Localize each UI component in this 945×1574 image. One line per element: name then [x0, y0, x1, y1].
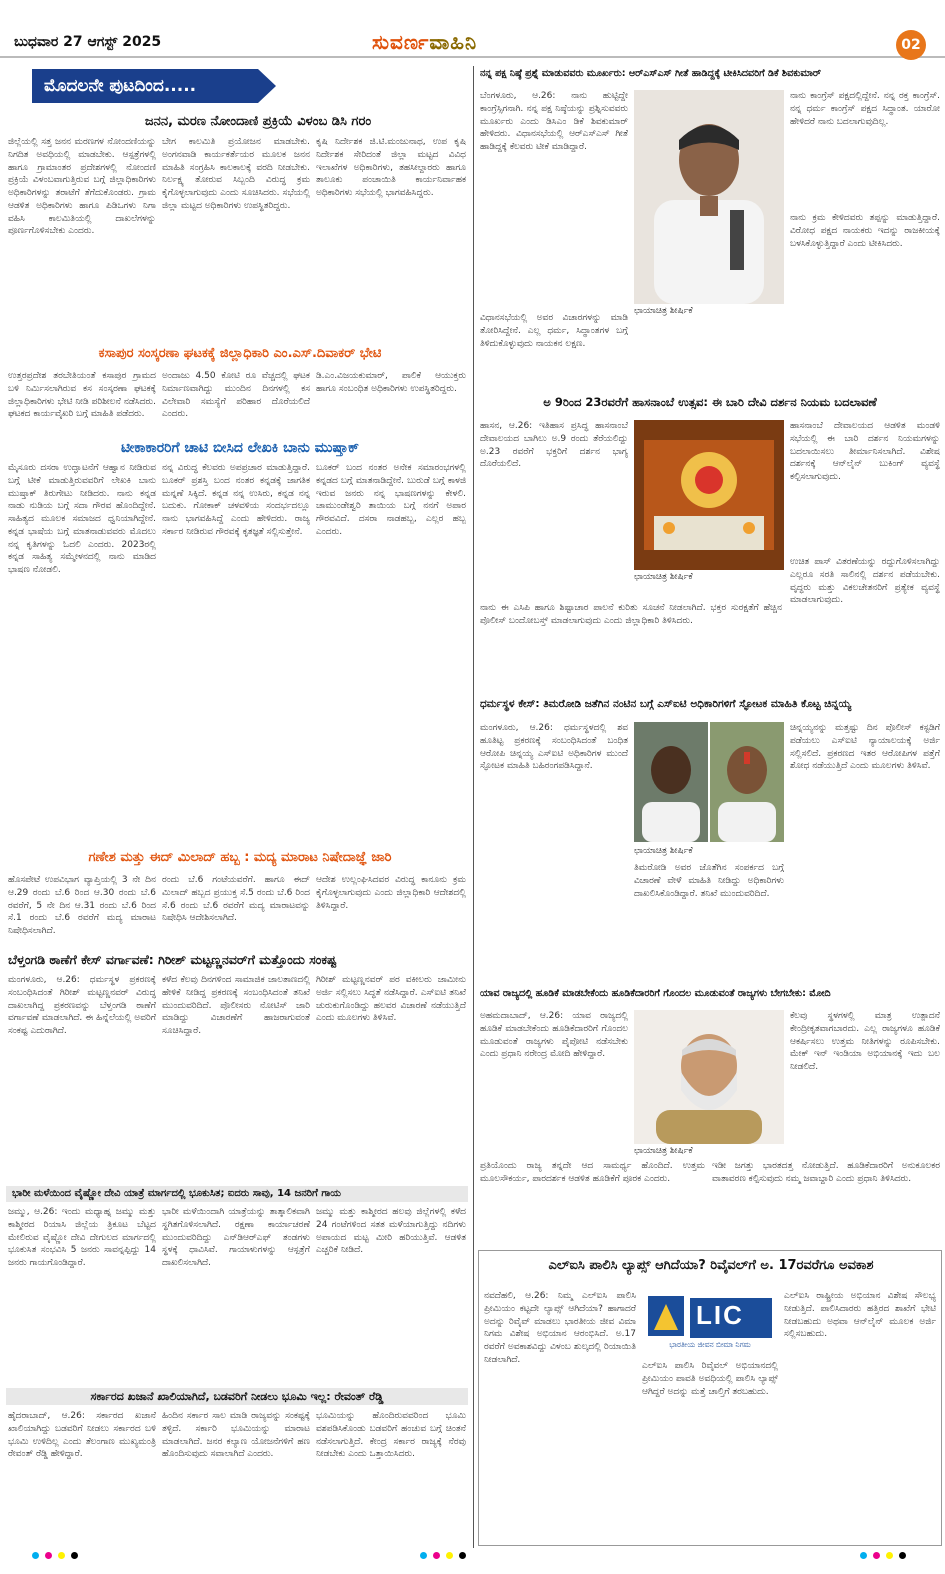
article-text: ಉಚಿತ ಪಾಸ್ ವಿತರಣೆಯನ್ನು ರದ್ದುಗೊಳಿಸಲಾಗಿದ್ದು ಎಲ್ಲರೂ ಸರತಿ ಸಾಲಿನಲ್ಲಿ ದರ್ಶನ ಪಡೆಯಬೇಕು. ವೃದ್ಧರು ಮತ್ತು ವಿಕಲಚೇತನರಿಗೆ ಪ್ರತ್ಯೇಕ ವ್ಯವಸ್ಥೆ ಮಾಡಲಾಗುವುದು. [790, 557, 940, 606]
article-text: ಬೇಗ ಕಾಲಮಿತಿ ಪ್ರಯೋಜನ ಮಾಡಬೇಕು. ಅಂಗನವಾಡಿ ಕಾರ್ಯಕರ್ತೆಯರ ಮೂಲಕ ಜನನ ಮಾಹಿತಿ ಸಂಗ್ರಹಿಸಿ ಕಾಲಕಾಲಕ್ಕೆ ವರದಿ ನೀಡಬೇಕು. ನಿರ್ಲಕ್ಷ್ಯ ತೋರುವ ಸಿಬ್ಬಂದಿ ವಿರುದ್ಧ ಕ್ರಮ ಕೈಗೊಳ್ಳಲಾಗುವುದು ಎಂದು ಸೂಚಿಸಿದರು. ಸಭೆಯಲ್ಲಿ ಜಿಲ್ಲಾ ಮಟ್ಟದ ಅಧಿಕಾರಿಗಳು ಉಪಸ್ಥಿತರಿದ್ದರು. [162, 137, 310, 211]
logo-part-2: ವಾಹಿನಿ [429, 30, 478, 54]
article-text: ರಂದು ಬೆ.6 ಗಂಟೆಯವರೆಗೆ. ಹಾಗೂ ಈದ್ ಮಿಲಾದ್ ಹಬ್ಬದ ಪ್ರಯುಕ್ತ ಸೆ.5 ರಂದು ಬೆ.6 ರಿಂದ ಸೆ.6 ರಂದು ಬೆ.6 ರವರೆಗೆ ಮದ್ಯ ಮಾರಾಟವನ್ನು ನಿಷೇಧಿಸಿ ಆದೇಶಿಸಲಾಗಿದೆ. [162, 875, 310, 924]
photo-caption: ಛಾಯಾಚಿತ್ರ ಶೀರ್ಷಿಕೆ [634, 572, 693, 582]
article-text: ನವದೆಹಲಿ, ಆ.26: ನಿಮ್ಮ ಎಲ್‌ಐಸಿ ಪಾಲಿಸಿ ಪ್ರೀಮಿಯಂ ಕಟ್ಟದೇ ಲ್ಯಾಪ್ಸ್ ಆಗಿದೆಯಾ? ಹಾಗಾದರೆ ಅದನ್ನು ರಿವೈವ್ ಮಾಡಲು ಭಾರತೀಯ ಜೀವ ವಿಮಾ ನಿಗಮ ವಿಶೇಷ ಅಭಿಯಾನ ಆರಂಭಿಸಿದೆ. ಅ.17 ರವರೆಗೆ ಅವಕಾಶವಿದ್ದು ವಿಳಂಬ ಶುಲ್ಕದಲ್ಲಿ ರಿಯಾಯಿತಿ ನೀಡಲಾಗಿದೆ. [484, 1291, 636, 1365]
article-text: ವಿಧಾನಸಭೆಯಲ್ಲಿ ಅವರ ವಿಚಾರಗಳನ್ನು ಮಾಡಿ ತೋರಿಸಿದ್ದೇನೆ. ಎಲ್ಲ ಧರ್ಮ, ಸಿದ್ಧಾಂತಗಳ ಬಗ್ಗೆ ತಿಳಿದುಕೊಳ್ಳುವುದು ನಾಯಕನ ಲಕ್ಷಣ. [480, 313, 628, 349]
headline-revanth-reddy: ಸರ್ಕಾರದ ಖಜಾನೆ ಖಾಲಿಯಾಗಿದೆ, ಬಡವರಿಗೆ ನೀಡಲು ಭೂಮಿ ಇಲ್ಲ: ರೇವಂತ್ ರೆಡ್ಡಿ [6, 1388, 468, 1405]
magenta-dot [45, 1552, 52, 1559]
yellow-dot [886, 1552, 893, 1559]
article-text: ತಿಮರೋಡಿ ಅವರ ಜೊತೆಗಿನ ಸಂಪರ್ಕದ ಬಗ್ಗೆ ವಿಚಾರಣೆ ವೇಳೆ ಮಾಹಿತಿ ನೀಡಿದ್ದು ಅಧಿಕಾರಿಗಳು ದಾಖಲಿಸಿಕೊಂಡಿದ್ದಾರೆ. ತನಿಖೆ ಮುಂದುವರಿದಿದೆ. [634, 863, 784, 899]
yellow-dot [446, 1552, 453, 1559]
accused-photo-2 [710, 722, 784, 842]
headline-birth-death-registration: ಜನನ, ಮರಣ ನೋಂದಾಣಿ ಪ್ರಕ್ರಿಯೆ ವಿಳಂಬ ಡಿಸಿ ಗರಂ [144, 114, 372, 129]
article-text: ಗಿರೀಶ್ ಮಟ್ಟಣ್ಣನವರ್ ಪರ ವಕೀಲರು ಜಾಮೀನು ಅರ್ಜಿ ಸಲ್ಲಿಸಲು ಸಿದ್ಧತೆ ನಡೆಸಿದ್ದಾರೆ. ಎಸ್‌ಐಟಿ ತನಿಖೆ ಚುರುಕುಗೊಂಡಿದ್ದು ಹಲವರ ವಿಚಾರಣೆ ನಡೆಯುತ್ತಿದೆ ಎಂದು ಮೂಲಗಳು ತಿಳಿಸಿವೆ. [316, 975, 466, 1024]
masthead [0, 0, 945, 58]
article-text: ಮೈಸೂರು ದಸರಾ ಉದ್ಘಾಟನೆಗೆ ಆಹ್ವಾನ ನೀಡಿರುವ ಬಗ್ಗೆ ಟೀಕೆ ಮಾಡುತ್ತಿರುವವರಿಗೆ ಲೇಖಕಿ ಬಾನು ಮುಷ್ತಾಕ್ ತಿರುಗೇಟು ನೀಡಿದರು. ನಾನು ಕನ್ನಡ ನಾಡು ನುಡಿಯ ಬಗ್ಗೆ ಸದಾ ಗೌರವ ಹೊಂದಿದ್ದೇನೆ. ಸಾಹಿತ್ಯದ ಮೂಲಕ ಸಮಾಜದ ಧ್ವನಿಯಾಗಿದ್ದೇನೆ. ಕನ್ನಡ ಭಾಷೆಯ ಬಗ್ಗೆ ಮಾತನಾಡುವವರು ಮೊದಲು ನನ್ನ ಕೃತಿಗಳನ್ನು ಓದಲಿ ಎಂದರು. 2023ರಲ್ಲಿ ಕನ್ನಡ ಸಾಹಿತ್ಯ ಸಮ್ಮೇಳನದಲ್ಲಿ ನಾನು ಮಾಡಿದ ಭಾಷಣ ನೋಡಲಿ. [8, 463, 156, 576]
article-text: ಎಲ್‌ಐಸಿ ಪಾಲಿಸಿ ರಿವೈವಲ್ ಅಭಿಯಾನದಲ್ಲಿ ಪ್ರೀಮಿಯಂ ಪಾವತಿ ಅವಧಿಯಲ್ಲಿ ಪಾಲಿಸಿ ಲ್ಯಾಪ್ಸ್ ಆಗಿದ್ದರೆ ಅದನ್ನು ಮತ್ತೆ ಚಾಲ್ತಿಗೆ ತರಬಹುದು. [642, 1361, 778, 1397]
headline-modi-investment: ಯಾವ ರಾಜ್ಯದಲ್ಲಿ ಹೂಡಿಕೆ ಮಾಡಬೇಕೆಂದು ಹೂಡಿಕೆದಾರರಿಗೆ ಗೊಂದಲ ಮೂಡುವಂತೆ ರಾಜ್ಯಗಳು ಬೇಗಬೇಕು: ಮೋದಿ [480, 988, 831, 999]
article-text: ಡಿ.ಎಂ.ವಿಜಯಕುಮಾರ್, ಪಾಲಿಕೆ ಆಯುಕ್ತರು ಹಾಗೂ ಸಂಬಂಧಿತ ಅಧಿಕಾರಿಗಳು ಉಪಸ್ಥಿತರಿದ್ದರು. [316, 371, 466, 394]
newspaper-logo [372, 30, 477, 54]
article-text: ಹಾಸನ, ಆ.26: ಇತಿಹಾಸ ಪ್ರಸಿದ್ಧ ಹಾಸನಾಂಬೆ ದೇವಾಲಯದ ಬಾಗಿಲು ಅ.9 ರಂದು ತೆರೆಯಲಿದ್ದು ಅ.23 ರವರೆಗೆ ಭಕ್ತರಿಗೆ ದರ್ಶನ ಭಾಗ್ಯ ದೊರೆಯಲಿದೆ. [480, 421, 628, 470]
article-text: ಜಿಲ್ಲೆಯಲ್ಲಿ ಸತ್ತ ಜನನ ಮರಣಗಳ ನೋಂದಣಿಯನ್ನು ನಿಗದಿತ ಅವಧಿಯಲ್ಲಿ ಮಾಡಬೇಕು. ಆಸ್ಪತ್ರೆಗಳಲ್ಲಿ ಹಾಗೂ ಗ್ರಾಮಾಂತರ ಪ್ರದೇಶಗಳಲ್ಲಿ ನೋಂದಣಿ ಪ್ರಕ್ರಿಯೆ ವಿಳಂಬವಾಗುತ್ತಿರುವ ಬಗ್ಗೆ ಜಿಲ್ಲಾಧಿಕಾರಿಗಳು ಅಧಿಕಾರಿಗಳನ್ನು ತರಾಟೆಗೆ ತೆಗೆದುಕೊಂಡರು. ಗ್ರಾಮ ಆಡಳಿತ ಅಧಿಕಾರಿಗಳು ಹಾಗೂ ಪಿಡಿಒಗಳು ನಿಗಾ ವಹಿಸಿ ಕಾಲಮಿತಿಯಲ್ಲಿ ದಾಖಲೆಗಳನ್ನು ಪೂರ್ಣಗೊಳಿಸಬೇಕು ಎಂದರು. [8, 137, 156, 237]
print-registration-dots-left [32, 1552, 78, 1560]
article-text: ಕೆಲವು ಸ್ಥಳಗಳಲ್ಲಿ ಮಾತ್ರ ಉತ್ಪಾದನೆ ಕೇಂದ್ರೀಕೃತವಾಗಬಾರದು. ಎಲ್ಲ ರಾಜ್ಯಗಳೂ ಹೂಡಿಕೆ ಆಕರ್ಷಿಸಲು ಉತ್ತಮ ನೀತಿಗಳನ್ನು ರೂಪಿಸಬೇಕು. ಮೇಕ್ ಇನ್ ಇಂಡಿಯಾ ಅಭಿಯಾನಕ್ಕೆ ಇದು ಬಲ ನೀಡಲಿದೆ. [790, 1011, 940, 1073]
article-text: ಬೆಂಗಳೂರು, ಆ.26: ನಾನು ಹುಟ್ಟಿದ್ದೇ ಕಾಂಗ್ರೆಸ್ಸಿಗನಾಗಿ. ನನ್ನ ಪಕ್ಷ ನಿಷ್ಠೆಯನ್ನು ಪ್ರಶ್ನಿಸುವವರು ಮೂರ್ಖರು ಎಂದು ಡಿಸಿಎಂ ಡಿಕೆ ಶಿವಕುಮಾರ್ ಹೇಳಿದರು. ವಿಧಾನಸಭೆಯಲ್ಲಿ ಆರ್‌ಎಸ್‌ಎಸ್ ಗೀತೆ ಹಾಡಿದ್ದಕ್ಕೆ ಕೆಲವರು ಟೀಕೆ ಮಾಡಿದ್ದಾರೆ. [480, 91, 628, 153]
article-text: ಹಿಂದಿನ ಸರ್ಕಾರ ಸಾಲ ಮಾಡಿ ರಾಜ್ಯವನ್ನು ಸಂಕಷ್ಟಕ್ಕೆ ತಳ್ಳಿದೆ. ಸರ್ಕಾರಿ ಭೂಮಿಯನ್ನು ಮಾರಾಟ ಮಾಡಲಾಗಿದೆ. ಜನರ ಕಲ್ಯಾಣ ಯೋಜನೆಗಳಿಗೆ ಹಣ ಹೊಂದಿಸುವುದು ಸವಾಲಾಗಿದೆ ಎಂದರು. [162, 1411, 310, 1460]
article-text: ನಾನು ಈ ಎಸಿಪಿ ಹಾಗೂ ಶಿಷ್ಟಾಚಾರ ಪಾಲನೆ ಕುರಿತು ಸೂಚನೆ ನೀಡಲಾಗಿದೆ. ಭಕ್ತರ ಸುರಕ್ಷತೆಗೆ ಹೆಚ್ಚಿನ ಪೊಲೀಸ್ ಬಂದೋಬಸ್ತ್ ಮಾಡಲಾಗುವುದು ಎಂದು ಜಿಲ್ಲಾಧಿಕಾರಿ ತಿಳಿಸಿದರು. [480, 603, 782, 626]
article-text: ಮಂಗಳೂರು, ಆ.26: ಧರ್ಮಸ್ಥಳ ಪ್ರಕರಣಕ್ಕೆ ಸಂಬಂಧಿಸಿದಂತೆ ಗಿರೀಶ್ ಮಟ್ಟಣ್ಣನವರ್ ವಿರುದ್ಧ ದಾಖಲಾಗಿದ್ದ ಪ್ರಕರಣವನ್ನು ಬೆಳ್ತಂಗಡಿ ಠಾಣೆಗೆ ವರ್ಗಾವಣೆ ಮಾಡಲಾಗಿದೆ. ಈ ಹಿನ್ನೆಲೆಯಲ್ಲಿ ಅವರಿಗೆ ಸಂಕಷ್ಟ ಎದುರಾಗಿದೆ. [8, 975, 156, 1037]
print-registration-dots-center [420, 1552, 466, 1560]
article-text: ಹೊಸಪೇಟೆ ಉಪವಿಭಾಗ ವ್ಯಾಪ್ತಿಯಲ್ಲಿ 3 ನೇ ದಿನ ಆ.29 ರಂದು ಬೆ.6 ರಿಂದ ಆ.30 ರಂದು ಬೆ.6 ರವರೆಗೆ, 5 ನೇ ದಿನ ಆ.31 ರಂದು ಬೆ.6 ರಿಂದ ಸೆ.1 ರಂದು ಬೆ.6 ರವರೆಗೆ ಮದ್ಯ ಮಾರಾಟ ನಿಷೇಧಿಸಲಾಗಿದೆ. [8, 875, 156, 937]
black-dot [71, 1552, 78, 1559]
headline-kasapura-visit: ಕಸಾಪುರ ಸಂಸ್ಕರಣಾ ಘಟಕಕ್ಕೆ ಜಿಲ್ಲಾಧಿಕಾರಿ ಎಂ.ಎಸ್.ದಿವಾಕರ್ ಭೇಟಿ [98, 346, 382, 361]
article-text: ಅಂದಾಜು 4.50 ಕೋಟಿ ರೂ ವೆಚ್ಚದಲ್ಲಿ ಘಟಕ ನಿರ್ಮಾಣವಾಗಿದ್ದು ಮುಂದಿನ ದಿನಗಳಲ್ಲಿ ಕಸ ವಿಲೇವಾರಿ ಸಮಸ್ಯೆಗೆ ಪರಿಹಾರ ದೊರೆಯಲಿದೆ ಎಂದರು. [162, 371, 310, 420]
article-text: ಭೂಮಿಯನ್ನು ಹೊಂದಿರುವವರಿಂದ ಭೂಮಿ ವಶಪಡಿಸಿಕೊಂಡು ಬಡವರಿಗೆ ಹಂಚುವ ಬಗ್ಗೆ ಚಿಂತನೆ ನಡೆಸಲಾಗುತ್ತಿದೆ. ಕೇಂದ್ರ ಸರ್ಕಾರ ರಾಜ್ಯಕ್ಕೆ ನೆರವು ನೀಡಬೇಕು ಎಂದು ಒತ್ತಾಯಿಸಿದರು. [316, 1411, 466, 1460]
cyan-dot [860, 1552, 867, 1559]
headline-belthangady-case: ಬೆಳ್ತಂಗಡಿ ಠಾಣೆಗೆ ಕೇಸ್ ವರ್ಗಾವಣೆ: ಗಿರೀಶ್ ಮಟ್ಟಣ್ಣನವರ್‌ಗೆ ಮತ್ತೊಂದು ಸಂಕಷ್ಟ [8, 952, 337, 967]
modi-photo [634, 1010, 784, 1144]
dk-shivakumar-photo [634, 90, 784, 304]
section-banner: ಮೊದಲನೇ ಪುಟದಿಂದ..... [32, 69, 258, 103]
column-divider [473, 66, 474, 1548]
lic-logo-text: LIC [696, 1300, 744, 1330]
article-text: ಕಳೆದ ಕೆಲವು ದಿನಗಳಿಂದ ಸಾಮಾಜಿಕ ಜಾಲತಾಣದಲ್ಲಿ ಹೇಳಿಕೆ ನೀಡಿದ್ದ ಪ್ರಕರಣಕ್ಕೆ ಸಂಬಂಧಿಸಿದಂತೆ ತನಿಖೆ ಮುಂದುವರಿದಿದೆ. ಪೊಲೀಸರು ನೋಟಿಸ್ ಜಾರಿ ಮಾಡಿದ್ದು ವಿಚಾರಣೆಗೆ ಹಾಜರಾಗುವಂತೆ ಸೂಚಿಸಿದ್ದಾರೆ. [162, 975, 310, 1037]
magenta-dot [433, 1552, 440, 1559]
photo-caption: ಛಾಯಾಚಿತ್ರ ಶೀರ್ಷಿಕೆ [634, 1146, 693, 1156]
article-text: ಉತ್ತರಪ್ರದೇಶ ತರಬೇತಿಯಂತೆ ಕಸಾಪುರ ಗ್ರಾಮದ ಬಳಿ ನಿರ್ಮಿಸಲಾಗಿರುವ ಕಸ ಸಂಸ್ಕರಣಾ ಘಟಕಕ್ಕೆ ಜಿಲ್ಲಾಧಿಕಾರಿಗಳು ಭೇಟಿ ನೀಡಿ ಪರಿಶೀಲನೆ ನಡೆಸಿದರು. ಘಟಕದ ಕಾರ್ಯವೈಖರಿ ಬಗ್ಗೆ ಮಾಹಿತಿ ಪಡೆದರು. [8, 371, 156, 420]
article-text: ಜಮ್ಮು, ಆ.26: ಇಂದು ಮಧ್ಯಾಹ್ನ ಜಮ್ಮು ಮತ್ತು ಕಾಶ್ಮೀರದ ರಿಯಾಸಿ ಜಿಲ್ಲೆಯ ತ್ರಿಕೂಟ ಬೆಟ್ಟದ ಮೇಲಿರುವ ವೈಷ್ಣೋ ದೇವಿ ದೇಗುಲದ ಮಾರ್ಗದಲ್ಲಿ ಭೂಕುಸಿತ ಸಂಭವಿಸಿ 5 ಜನರು ಸಾವನ್ನಪ್ಪಿದ್ದು 14 ಜನರು ಗಾಯಗೊಂಡಿದ್ದಾರೆ. [8, 1207, 156, 1269]
photo-caption: ಛಾಯಾಚಿತ್ರ ಶೀರ್ಷಿಕೆ [634, 306, 693, 316]
headline-hasanambe: ಅ 9ರಿಂದ 23ರವರೆಗೆ ಹಾಸನಾಂಬೆ ಉತ್ಸವ: ಈ ಬಾರಿ ದೇವಿ ದರ್ಶನ ನಿಯಮ ಬದಲಾವಣೆ [543, 395, 877, 409]
print-registration-dots-right [860, 1552, 906, 1560]
lic-logo [642, 1290, 778, 1354]
headline-banu-mushtaq: ಟೀಕಾಕಾರರಿಗೆ ಚಾಟಿ ಬೀಸಿದ ಲೇಖಕಿ ಬಾನು ಮುಷ್ತಾಕ್ [121, 440, 359, 456]
headline-dharmasthala-case: ಧರ್ಮಸ್ಥಳ ಕೇಸ್: ತಿಮರೋಡಿ ಜತೆಗಿನ ನಂಟಿನ ಬಗ್ಗೆ ಎಸ್‌ಐಟಿ ಅಧಿಕಾರಿಗಳಿಗೆ ಸ್ಫೋಟಕ ಮಾಹಿತಿ ಕೊಟ್ಟ ಚಿನ್ನಯ್ಯ [480, 698, 852, 710]
article-text: ನನ್ನ ವಿರುದ್ಧ ಕೆಲವರು ಅಪಪ್ರಚಾರ ಮಾಡುತ್ತಿದ್ದಾರೆ. ಬೂಕರ್ ಪ್ರಶಸ್ತಿ ಬಂದ ನಂತರ ಕನ್ನಡಕ್ಕೆ ಜಾಗತಿಕ ಮನ್ನಣೆ ಸಿಕ್ಕಿದೆ. ಕನ್ನಡ ನನ್ನ ಉಸಿರು, ಕನ್ನಡ ನನ್ನ ಬದುಕು. ಗೋಕಾಕ್ ಚಳವಳಿಯ ಸಂದರ್ಭದಲ್ಲೂ ನಾನು ಭಾಗವಹಿಸಿದ್ದೆ ಎಂದು ಹೇಳಿದರು. ರಾಜ್ಯ ಸರ್ಕಾರ ನೀಡಿರುವ ಗೌರವಕ್ಕೆ ಕೃತಜ್ಞತೆ ಸಲ್ಲಿಸುತ್ತೇನೆ. [162, 463, 310, 537]
article-text: ಬೂಕರ್ ಬಂದ ನಂತರ ಅನೇಕ ಸಮಾರಂಭಗಳಲ್ಲಿ ಕನ್ನಡದ ಬಗ್ಗೆ ಮಾತನಾಡಿದ್ದೇನೆ. ಬುರುಡೆ ಬಗ್ಗೆ ಕಾಳಜಿ ಇರುವ ಜನರು ನನ್ನ ಭಾಷಣಗಳನ್ನು ಕೇಳಲಿ. ಚಾಮುಂಡೇಶ್ವರಿ ತಾಯಿಯ ಬಗ್ಗೆ ನನಗೆ ಅಪಾರ ಗೌರವವಿದೆ. ದಸರಾ ನಾಡಹಬ್ಬ, ಎಲ್ಲರ ಹಬ್ಬ ಎಂದರು. [316, 463, 466, 537]
yellow-dot [58, 1552, 65, 1559]
photo-caption: ಛಾಯಾಚಿತ್ರ ಶೀರ್ಷಿಕೆ [634, 846, 693, 856]
black-dot [459, 1552, 466, 1559]
headline-liquor-ban: ಗಣೇಶ ಮತ್ತು ಈದ್ ಮಿಲಾದ್ ಹಬ್ಬ : ಮದ್ಯ ಮಾರಾಟ ನಿಷೇದಾಜ್ಞೆ ಜಾರಿ [88, 850, 392, 865]
page-number-badge: 02 [896, 30, 926, 60]
cyan-dot [420, 1552, 427, 1559]
article-text: ಕೃಷಿ ನಿರ್ದೇಶಕ ಜಿ.ಟಿ.ಮಂಜುನಾಥ, ಉಪ ಕೃಷಿ ನಿರ್ದೇಶಕ ಸೇರಿದಂತೆ ಜಿಲ್ಲಾ ಮಟ್ಟದ ವಿವಿಧ ಇಲಾಖೆಗಳ ಅಧಿಕಾರಿಗಳು, ತಹಸೀಲ್ದಾರರು ಹಾಗೂ ತಾಲೂಕು ಪಂಚಾಯಿತಿ ಕಾರ್ಯನಿರ್ವಾಹಕ ಅಧಿಕಾರಿಗಳು ಸಭೆಯಲ್ಲಿ ಭಾಗವಹಿಸಿದ್ದರು. [316, 137, 466, 199]
article-text: ಅಹಮದಾಬಾದ್, ಆ.26: ಯಾವ ರಾಜ್ಯದಲ್ಲಿ ಹೂಡಿಕೆ ಮಾಡಬೇಕೆಂದು ಹೂಡಿಕೆದಾರರಿಗೆ ಗೊಂದಲ ಮೂಡುವಂತೆ ರಾಜ್ಯಗಳು ಪೈಪೋಟಿ ನಡೆಸಬೇಕು ಎಂದು ಪ್ರಧಾನಿ ನರೇಂದ್ರ ಮೋದಿ ಹೇಳಿದ್ದಾರೆ. [480, 1011, 628, 1060]
lic-logo-subtitle: ಭಾರತೀಯ ಜೀವನ ಬೀಮಾ ನಿಗಮ [669, 1340, 751, 1349]
headline-vaishno-devi-landslide: ಭಾರೀ ಮಳೆಯಿಂದ ವೈಷ್ಣೋ ದೇವಿ ಯಾತ್ರೆ ಮಾರ್ಗದಲ್ಲಿ ಭೂಕುಸಿತ; ಐದರು ಸಾವು, 14 ಜನರಿಗೆ ಗಾಯ [6, 1186, 468, 1202]
article-text: ಜಮ್ಮು ಮತ್ತು ಕಾಶ್ಮೀರದ ಹಲವು ಜಿಲ್ಲೆಗಳಲ್ಲಿ ಕಳೆದ 24 ಗಂಟೆಗಳಿಂದ ಸತತ ಮಳೆಯಾಗುತ್ತಿದ್ದು ನದಿಗಳು ಅಪಾಯದ ಮಟ್ಟ ಮೀರಿ ಹರಿಯುತ್ತಿವೆ. ಆಡಳಿತ ಎಚ್ಚರಿಕೆ ನೀಡಿದೆ. [316, 1207, 466, 1256]
black-dot [899, 1552, 906, 1559]
article-text: ಇಡೀ ಜಗತ್ತು ಭಾರತದತ್ತ ನೋಡುತ್ತಿದೆ. ಹೂಡಿಕೆದಾರರಿಗೆ ಅನುಕೂಲಕರ ವಾತಾವರಣ ಕಲ್ಪಿಸುವುದು ನಮ್ಮ ಜವಾಬ್ದಾರಿ ಎಂದು ಪ್ರಧಾನಿ ತಿಳಿಸಿದರು. [712, 1161, 940, 1184]
article-text: ಹೈದರಾಬಾದ್, ಆ.26: ಸರ್ಕಾರದ ಖಜಾನೆ ಖಾಲಿಯಾಗಿದ್ದು ಬಡವರಿಗೆ ನೀಡಲು ಸರ್ಕಾರದ ಬಳಿ ಭೂಮಿ ಉಳಿದಿಲ್ಲ ಎಂದು ತೆಲಂಗಾಣ ಮುಖ್ಯಮಂತ್ರಿ ರೇವಂತ್ ರೆಡ್ಡಿ ಹೇಳಿದ್ದಾರೆ. [8, 1411, 156, 1460]
article-text: ಭಾರೀ ಮಳೆಯಿಂದಾಗಿ ಯಾತ್ರೆಯನ್ನು ತಾತ್ಕಾಲಿಕವಾಗಿ ಸ್ಥಗಿತಗೊಳಿಸಲಾಗಿದೆ. ರಕ್ಷಣಾ ಕಾರ್ಯಾಚರಣೆ ಮುಂದುವರಿದಿದ್ದು ಎನ್‌ಡಿಆರ್‌ಎಫ್ ತಂಡಗಳು ಸ್ಥಳಕ್ಕೆ ಧಾವಿಸಿವೆ. ಗಾಯಾಳುಗಳನ್ನು ಆಸ್ಪತ್ರೆಗೆ ದಾಖಲಿಸಲಾಗಿದೆ. [162, 1207, 310, 1269]
logo-part-1: ಸುವರ್ಣ [372, 30, 430, 54]
temple-photo [634, 420, 784, 570]
article-text: ನಾನು ಕಾಂಗ್ರೆಸ್ ಪಕ್ಷದಲ್ಲಿದ್ದೇನೆ. ನನ್ನ ರಕ್ತ ಕಾಂಗ್ರೆಸ್. ನನ್ನ ಧರ್ಮ ಕಾಂಗ್ರೆಸ್ ಪಕ್ಷದ ಸಿದ್ಧಾಂತ. ಯಾರೋ ಹೇಳಿದರೆ ನಾನು ಬದಲಾಗುವುದಿಲ್ಲ. [790, 91, 940, 127]
cyan-dot [32, 1552, 39, 1559]
article-text: ಹಾಸನಾಂಬೆ ದೇವಾಲಯದ ಆಡಳಿತ ಮಂಡಳಿ ಸಭೆಯಲ್ಲಿ ಈ ಬಾರಿ ದರ್ಶನ ನಿಯಮಗಳನ್ನು ಬದಲಾಯಿಸಲು ತೀರ್ಮಾನಿಸಲಾಗಿದೆ. ವಿಶೇಷ ದರ್ಶನಕ್ಕೆ ಆನ್‌ಲೈನ್ ಬುಕಿಂಗ್ ವ್ಯವಸ್ಥೆ ಕಲ್ಪಿಸಲಾಗುವುದು. [790, 421, 940, 483]
article-text: ಚಿನ್ನಯ್ಯನನ್ನು ಮತ್ತಷ್ಟು ದಿನ ಪೊಲೀಸ್ ಕಸ್ಟಡಿಗೆ ಪಡೆಯಲು ಎಸ್‌ಐಟಿ ನ್ಯಾಯಾಲಯಕ್ಕೆ ಅರ್ಜಿ ಸಲ್ಲಿಸಲಿದೆ. ಪ್ರಕರಣದ ಇತರ ಆರೋಪಿಗಳ ಪತ್ತೆಗೆ ಶೋಧ ನಡೆಯುತ್ತಿದೆ ಎಂದು ಮೂಲಗಳು ತಿಳಿಸಿವೆ. [790, 723, 940, 772]
article-text: ಆದೇಶ ಉಲ್ಲಂಘಿಸಿದವರ ವಿರುದ್ಧ ಕಾನೂನು ಕ್ರಮ ಕೈಗೊಳ್ಳಲಾಗುವುದು ಎಂದು ಜಿಲ್ಲಾಧಿಕಾರಿ ಆದೇಶದಲ್ಲಿ ತಿಳಿಸಿದ್ದಾರೆ. [316, 875, 466, 911]
magenta-dot [873, 1552, 880, 1559]
issue-date: ಬುಧವಾರ 27 ಆಗಸ್ಟ್ 2025 [14, 34, 162, 50]
accused-photo-1 [634, 722, 708, 842]
article-text: ಎಲ್‌ಐಸಿ ರಾಷ್ಟ್ರೀಯ ಅಭಿಯಾನ ವಿಶೇಷ ಸೌಲಭ್ಯ ನೀಡುತ್ತಿದೆ. ಪಾಲಿಸಿದಾರರು ಹತ್ತಿರದ ಶಾಖೆಗೆ ಭೇಟಿ ನೀಡಬಹುದು ಅಥವಾ ಆನ್‌ಲೈನ್ ಮೂಲಕ ಅರ್ಜಿ ಸಲ್ಲಿಸಬಹುದು. [784, 1291, 936, 1340]
article-text: ಮಂಗಳೂರು, ಆ.26: ಧರ್ಮಸ್ಥಳದಲ್ಲಿ ಶವ ಹೂತಿಟ್ಟ ಪ್ರಕರಣಕ್ಕೆ ಸಂಬಂಧಿಸಿದಂತೆ ಬಂಧಿತ ಆರೋಪಿ ಚಿನ್ನಯ್ಯ ಎಸ್‌ಐಟಿ ಅಧಿಕಾರಿಗಳ ಮುಂದೆ ಸ್ಫೋಟಕ ಮಾಹಿತಿ ಬಹಿರಂಗಪಡಿಸಿದ್ದಾನೆ. [480, 723, 628, 772]
article-text: ನಾನು ಕ್ರಮ ಕೇಳಿದವರು ತಪ್ಪನ್ನು ಮಾಡುತ್ತಿದ್ದಾರೆ. ವಿರೋಧ ಪಕ್ಷದ ನಾಯಕರು ಇದನ್ನು ರಾಜಕೀಯಕ್ಕೆ ಬಳಸಿಕೊಳ್ಳುತ್ತಿದ್ದಾರೆ ಎಂದು ಟೀಕಿಸಿದರು. [790, 213, 940, 249]
article-text: ಪ್ರತಿಯೊಂದು ರಾಜ್ಯ ತನ್ನದೇ ಆದ ಸಾಮರ್ಥ್ಯ ಹೊಂದಿದೆ. ಉತ್ತಮ ಮೂಲಸೌಕರ್ಯ, ಪಾರದರ್ಶಕ ಆಡಳಿತ ಹೂಡಿಕೆಗೆ ಪೂರಕ ಎಂದರು. [480, 1161, 705, 1184]
headline-lic-revival: ಎಲ್‌ಐಸಿ ಪಾಲಿಸಿ ಲ್ಯಾಪ್ಸ್ ಆಗಿದೆಯಾ? ರಿವೈವಲ್‌ಗೆ ಅ. 17ರವರೆಗೂ ಅವಕಾಶ [548, 1258, 874, 1273]
headline-dk-shivakumar: ನನ್ನ ಪಕ್ಷ ನಿಷ್ಠೆ ಪ್ರಶ್ನೆ ಮಾಡುವವರು ಮೂರ್ಖರು: ಆರ್‌ಎಸ್‌ಎಸ್ ಗೀತೆ ಹಾಡಿದ್ದಕ್ಕೆ ಟೀಕಿಸಿದವರಿಗೆ ಡಿಕೆ ಶಿವಕುಮಾರ್ [480, 68, 822, 79]
